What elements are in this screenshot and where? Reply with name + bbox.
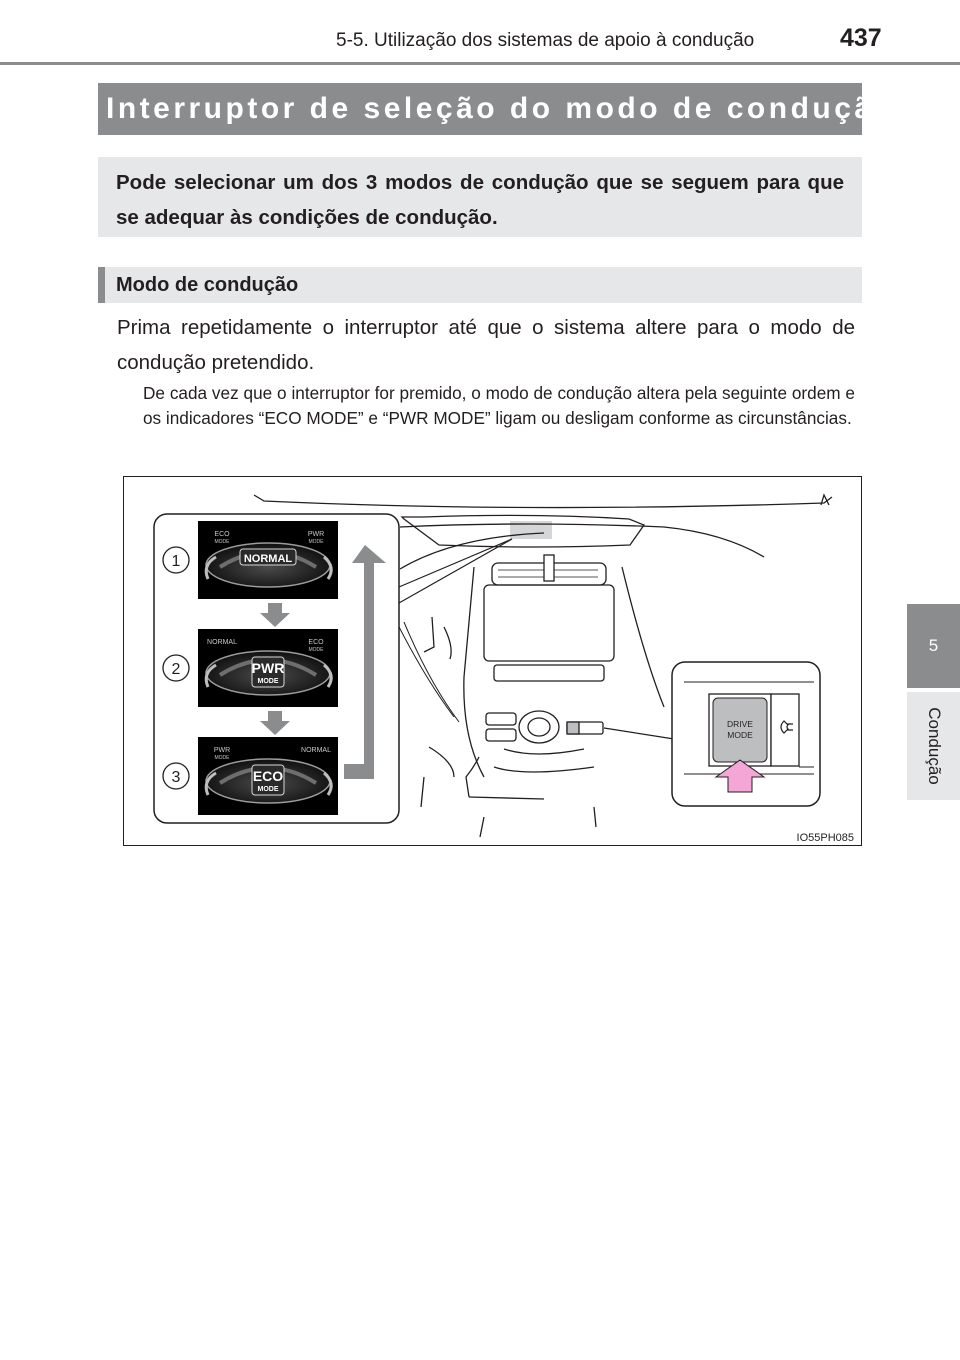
page-title: Interruptor de seleção do modo de condução (98, 83, 862, 135)
chapter-tab-label-text: Condução (924, 707, 944, 785)
page-number: 437 (840, 24, 882, 52)
section-heading: Modo de condução (98, 267, 862, 303)
active-mode-label: PWR (251, 660, 285, 676)
step-number-label: 3 (171, 769, 181, 786)
inactive-mode-left-sublabel: MODE (214, 755, 230, 761)
active-mode-label: ECO (252, 768, 284, 784)
drive-mode-switch-callout (672, 662, 820, 806)
drive-mode-illustration (123, 476, 862, 846)
chapter-tab-label[interactable] (907, 692, 960, 800)
inactive-mode-left-label: NORMAL (207, 639, 237, 646)
inactive-mode-left-sublabel: MODE (214, 539, 230, 545)
inactive-mode-left-label: PWR (213, 747, 231, 754)
intro-summary: Pode selecionar um dos 3 modos de condução que se seguem para que se adequar às condições de condução. (98, 157, 862, 237)
header-rule (0, 62, 960, 65)
figure-code: IO55PH085 (796, 832, 854, 844)
illustration-drawing (124, 477, 862, 846)
inactive-mode-right-label: ECO (308, 639, 324, 646)
running-header-section: 5-5. Utilização dos sistemas de apoio à condução (336, 30, 755, 51)
switch-label-line1: DRIVE (727, 719, 753, 729)
chapter-tab-number[interactable]: 5 (907, 604, 960, 688)
active-mode-sublabel: MODE (257, 786, 279, 793)
inactive-mode-left-label: ECO (214, 531, 230, 538)
active-mode-label: NORMAL (243, 553, 293, 565)
inactive-mode-right-sublabel: MODE (308, 647, 324, 653)
inactive-mode-right-label: NORMAL (301, 747, 331, 754)
switch-label-line2: MODE (727, 730, 753, 740)
instruction-text: Prima repetidamente o interruptor até que o sistema altere para o modo de condução pretendido. (117, 316, 855, 374)
active-mode-sublabel: MODE (257, 678, 279, 685)
callout-lines (399, 539, 512, 603)
note-text: De cada vez que o interruptor for premido, o modo de condução altera pela seguinte ordem e os indicadores “ECO MODE” e “PWR MODE” ligam ou desligam conforme as circunstâncias. (143, 383, 855, 428)
inactive-mode-right-label: PWR (307, 531, 325, 538)
inactive-mode-right-sublabel: MODE (308, 539, 324, 545)
step-number-label: 2 (171, 661, 181, 678)
step-number-label: 1 (171, 553, 181, 570)
